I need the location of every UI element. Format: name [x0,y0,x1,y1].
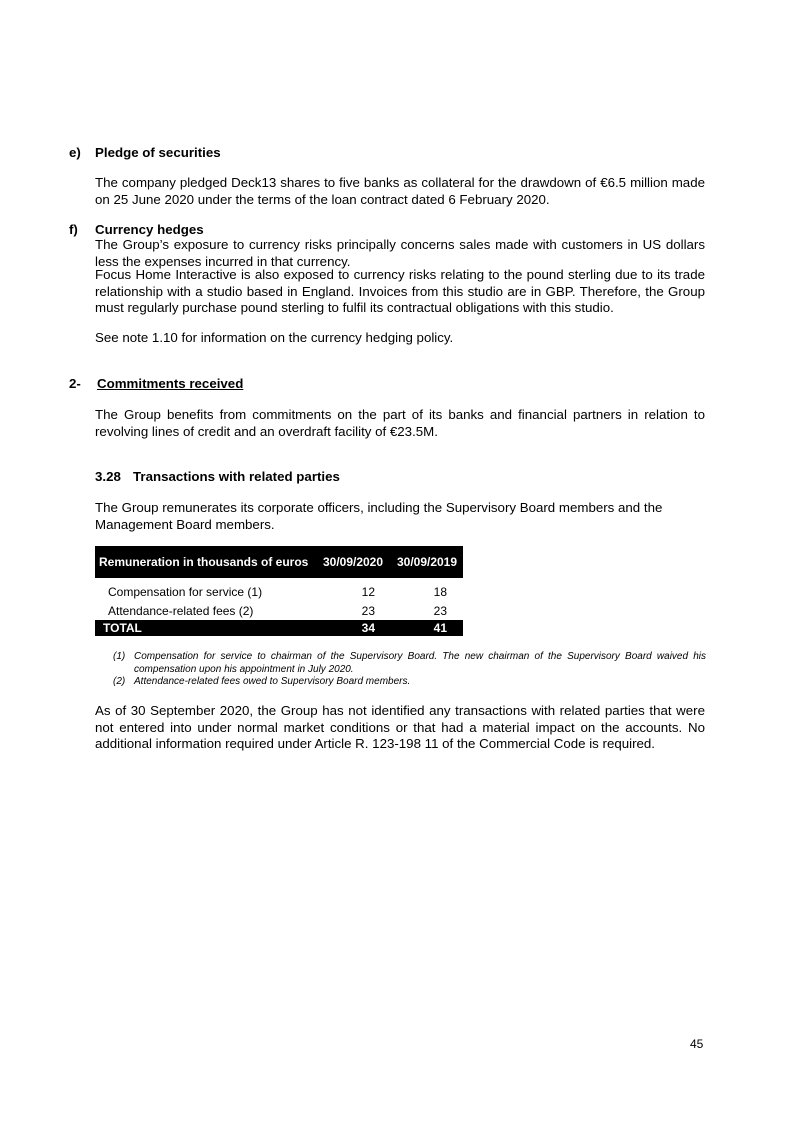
footnote-text: Compensation for service to chairman of the Supervisory Board. The new chairman of the Supervisory Board waived his compensation upon his appointment in July 2020. [134,651,706,675]
footnotes [113,651,706,689]
table-header-row [95,546,463,578]
section-f-marker: f) [69,222,78,237]
section-f-para2: Focus Home Interactive is also exposed to currency risks relating to the pound sterling due to its trade relationship with a studio based in England. Invoices from this studio are in GBP. Therefore, the Group must regularly purchase pound sterling to fulfil its contractual obligations with this studio. [95,267,705,315]
table-row [95,601,463,620]
section-f-title: Currency hedges [95,222,204,237]
section-328-intro: The Group remunerates its corporate officers, including the Supervisory Board members and the Management Board members. [95,500,663,532]
section-328-title: Transactions with related parties [133,469,340,484]
table-header-label: Remuneration in thousands of euros [95,546,315,578]
total-value-2020: 34 [315,620,391,636]
row-value-2019: 18 [433,584,447,599]
footnote [113,651,706,676]
row-label: Compensation for service (1) [108,584,263,599]
table-row [95,578,463,601]
total-label: TOTAL [95,620,315,636]
section-e-marker: e) [69,145,81,160]
section-e-body: The company pledged Deck13 shares to five banks as collateral for the drawdown of €6.5 million made on 25 June 2020 under the terms of the loan contract dated 6 February 2020. [95,175,705,207]
section-2-title: Commitments received [97,376,244,391]
row-value-2020: 23 [361,603,375,618]
row-value-2020: 12 [361,584,375,599]
table-header-2020: 30/09/2020 [315,546,391,578]
footnote-number: (2) [113,676,126,687]
table-header-2019: 30/09/2019 [391,546,463,578]
page-number: 45 [690,1037,704,1051]
table-total-row [95,620,463,636]
section-f-para1: The Group’s exposure to currency risks principally concerns sales made with customers in US dollars less the expenses incurred in that currency. [95,237,705,269]
section-2-body: The Group benefits from commitments on the part of its banks and financial partners in relation to revolving lines of credit and an overdraft facility of €23.5M. [95,407,705,439]
section-328-number: 3.28 [95,469,121,484]
total-value-2019: 41 [391,620,463,636]
section-2-marker: 2- [69,376,81,391]
row-value-2019: 23 [433,603,447,618]
remuneration-table [95,546,463,636]
footnote-text: Attendance-related fees owed to Supervisory Board members. [134,676,411,687]
footnote-number: (1) [113,651,126,662]
section-328-conclusion: As of 30 September 2020, the Group has not identified any transactions with related parties that were not entered into under normal market conditions or that had a material impact on the accounts. No additional information required under Article R. 123-198 11 of the Commercial Code is required. [95,703,705,751]
section-e-title: Pledge of securities [95,145,221,160]
footnote [113,676,706,689]
section-f-note: See note 1.10 for information on the currency hedging policy. [95,330,454,345]
row-label: Attendance-related fees (2) [108,603,254,618]
